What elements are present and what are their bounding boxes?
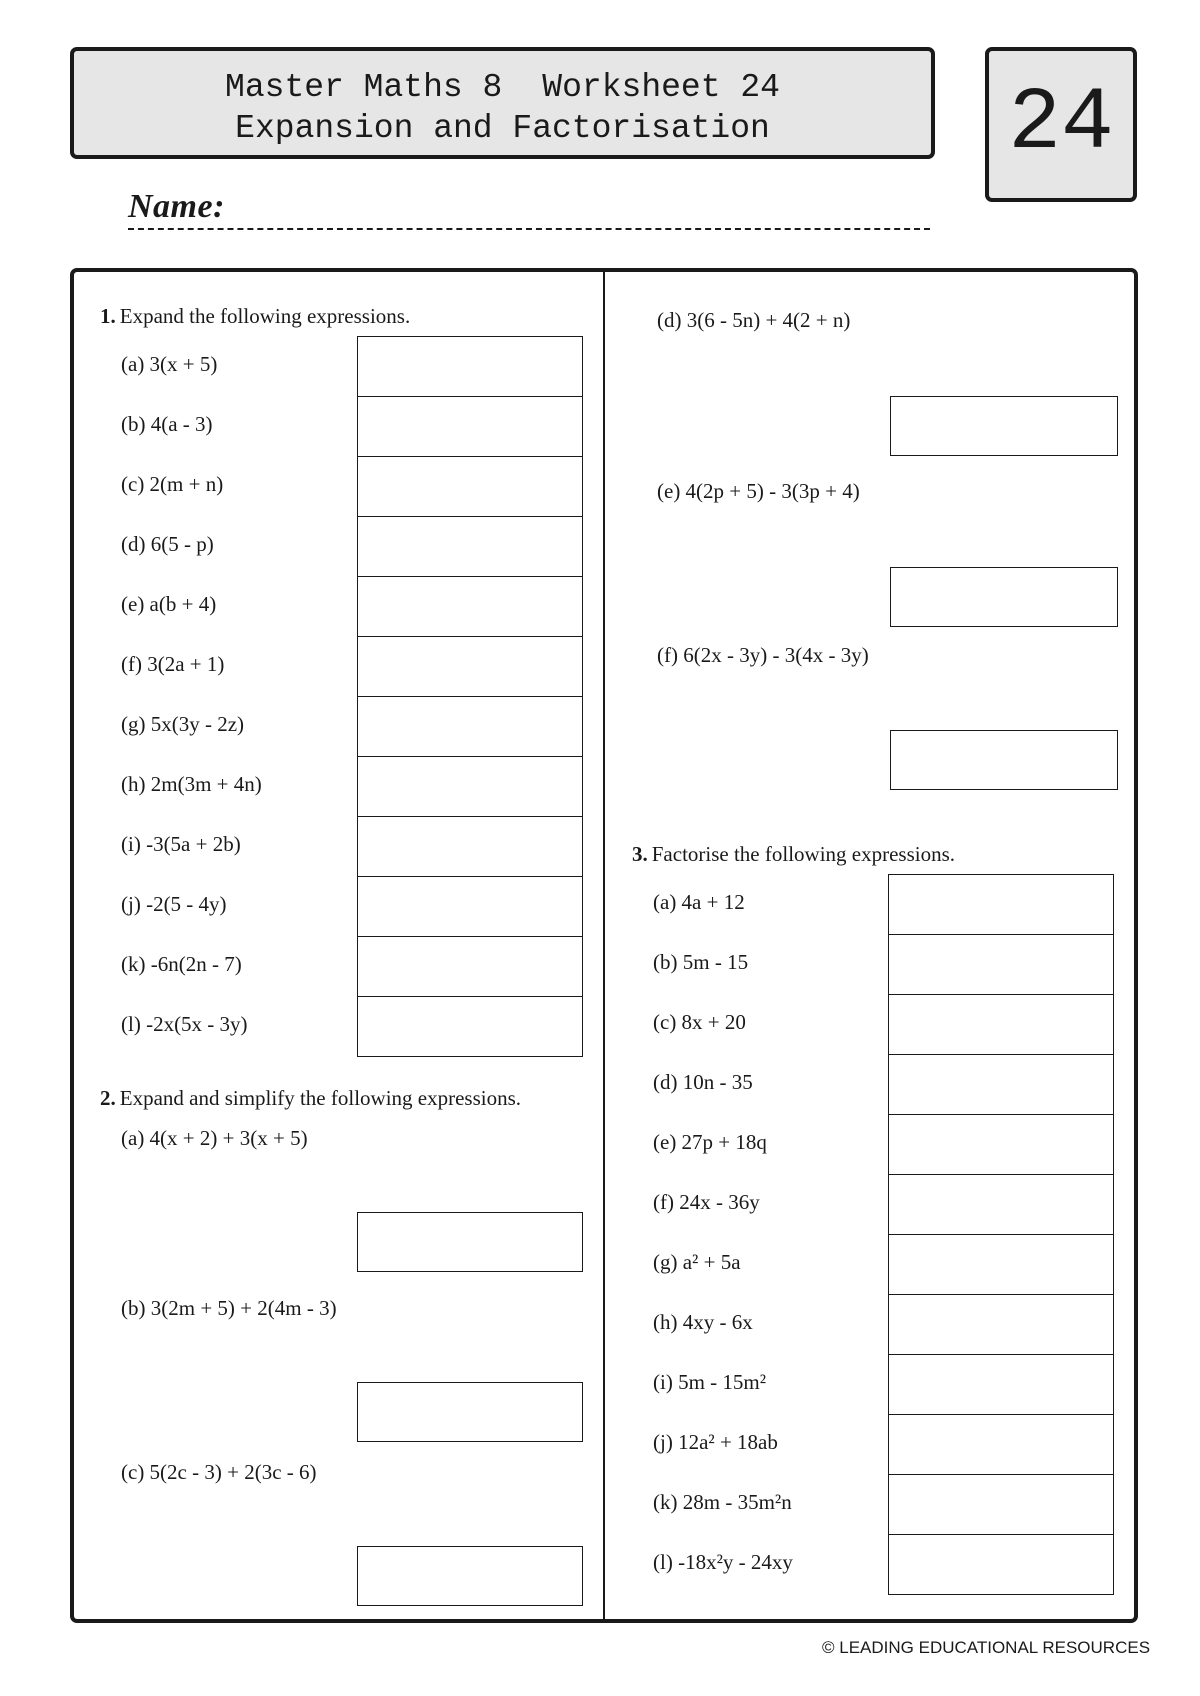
answer-box[interactable]: [358, 637, 582, 697]
q3-item: (l) -18x²y - 24xy: [653, 1550, 793, 1574]
q1-item: (f) 3(2a + 1): [121, 652, 225, 676]
answer-box[interactable]: [358, 337, 582, 397]
q3-item: (j) 12a² + 18ab: [653, 1430, 778, 1454]
answer-box[interactable]: [889, 1295, 1113, 1355]
q3-item: (b) 5m - 15: [653, 950, 749, 974]
q1-number: 1.: [100, 304, 116, 328]
q3-item: (f) 24x - 36y: [653, 1190, 760, 1214]
answer-box[interactable]: [890, 396, 1118, 456]
q1-item: (b) 4(a - 3): [121, 412, 213, 436]
answer-box[interactable]: [890, 730, 1118, 790]
q3-item: (i) 5m - 15m²: [653, 1370, 767, 1394]
worksheet-number-badge: 24: [985, 47, 1137, 202]
answer-box[interactable]: [889, 1475, 1113, 1535]
worksheet-subtitle: Expansion and Factorisation: [235, 110, 770, 147]
answer-box[interactable]: [889, 875, 1113, 935]
q1-item: (d) 6(5 - p): [121, 532, 214, 556]
q1-answer-boxes: [357, 336, 583, 1057]
q3-item: (a) 4a + 12: [653, 890, 745, 914]
answer-box[interactable]: [358, 877, 582, 937]
answer-box[interactable]: [889, 1055, 1113, 1115]
q2-heading: [100, 1086, 521, 1111]
name-label: Name:: [128, 188, 225, 225]
answer-box[interactable]: [889, 935, 1113, 995]
answer-box[interactable]: [358, 697, 582, 757]
answer-box[interactable]: [889, 1355, 1113, 1415]
answer-box[interactable]: [358, 937, 582, 997]
answer-box[interactable]: [890, 567, 1118, 627]
answer-box[interactable]: [357, 1382, 583, 1442]
q2-item: (f) 6(2x - 3y) - 3(4x - 3y): [657, 643, 869, 667]
q1-item: (c) 2(m + n): [121, 472, 224, 496]
q2-item: (c) 5(2c - 3) + 2(3c - 6): [121, 1460, 317, 1484]
answer-box[interactable]: [358, 577, 582, 637]
q1-item: (a) 3(x + 5): [121, 352, 218, 376]
answer-box[interactable]: [889, 995, 1113, 1055]
q2-item: (d) 3(6 - 5n) + 4(2 + n): [657, 308, 851, 332]
q1-heading-text: Expand the following expressions.: [119, 304, 411, 328]
q1-heading: [100, 304, 410, 329]
q2-item: (a) 4(x + 2) + 3(x + 5): [121, 1126, 308, 1150]
q3-item: (c) 8x + 20: [653, 1010, 746, 1034]
answer-box[interactable]: [889, 1175, 1113, 1235]
q3-number: 3.: [632, 842, 648, 866]
series-title: Master Maths 8: [225, 69, 503, 106]
answer-box[interactable]: [358, 997, 582, 1057]
answer-box[interactable]: [357, 1212, 583, 1272]
q3-item: (h) 4xy - 6x: [653, 1310, 753, 1334]
title-line: [74, 67, 931, 108]
q3-answer-boxes: [888, 874, 1114, 1595]
q1-item: (l) -2x(5x - 3y): [121, 1012, 248, 1036]
q3-item: (e) 27p + 18q: [653, 1130, 767, 1154]
q1-item: (j) -2(5 - 4y): [121, 892, 227, 916]
answer-box[interactable]: [357, 1546, 583, 1606]
answer-box[interactable]: [358, 517, 582, 577]
answer-box[interactable]: [358, 817, 582, 877]
answer-box[interactable]: [889, 1115, 1113, 1175]
answer-box[interactable]: [358, 457, 582, 517]
name-field[interactable]: [128, 188, 930, 230]
column-divider: [603, 268, 605, 1623]
q3-item: (g) a² + 5a: [653, 1250, 741, 1274]
copyright-footer: © LEADING EDUCATIONAL RESOURCES: [822, 1638, 1151, 1657]
answer-box[interactable]: [889, 1235, 1113, 1295]
q3-heading: [632, 842, 955, 867]
q2-item: (b) 3(2m + 5) + 2(4m - 3): [121, 1296, 337, 1320]
q2-heading-text: Expand and simplify the following expressions.: [119, 1086, 522, 1110]
answer-box[interactable]: [358, 397, 582, 457]
q3-heading-text: Factorise the following expressions.: [651, 842, 956, 866]
q1-item: (e) a(b + 4): [121, 592, 217, 616]
q2-number: 2.: [100, 1086, 116, 1110]
q3-item: (d) 10n - 35: [653, 1070, 753, 1094]
q3-item: (k) 28m - 35m²n: [653, 1490, 792, 1514]
answer-box[interactable]: [889, 1535, 1113, 1595]
q1-item: (h) 2m(3m + 4n): [121, 772, 262, 796]
worksheet-number-title: Worksheet 24: [542, 69, 780, 106]
q1-item: (i) -3(5a + 2b): [121, 832, 241, 856]
q1-item: (g) 5x(3y - 2z): [121, 712, 245, 736]
q1-item: (k) -6n(2n - 7): [121, 952, 242, 976]
q2-item: (e) 4(2p + 5) - 3(3p + 4): [657, 479, 860, 503]
answer-box[interactable]: [889, 1415, 1113, 1475]
answer-box[interactable]: [358, 757, 582, 817]
worksheet-title-box: [70, 47, 935, 159]
